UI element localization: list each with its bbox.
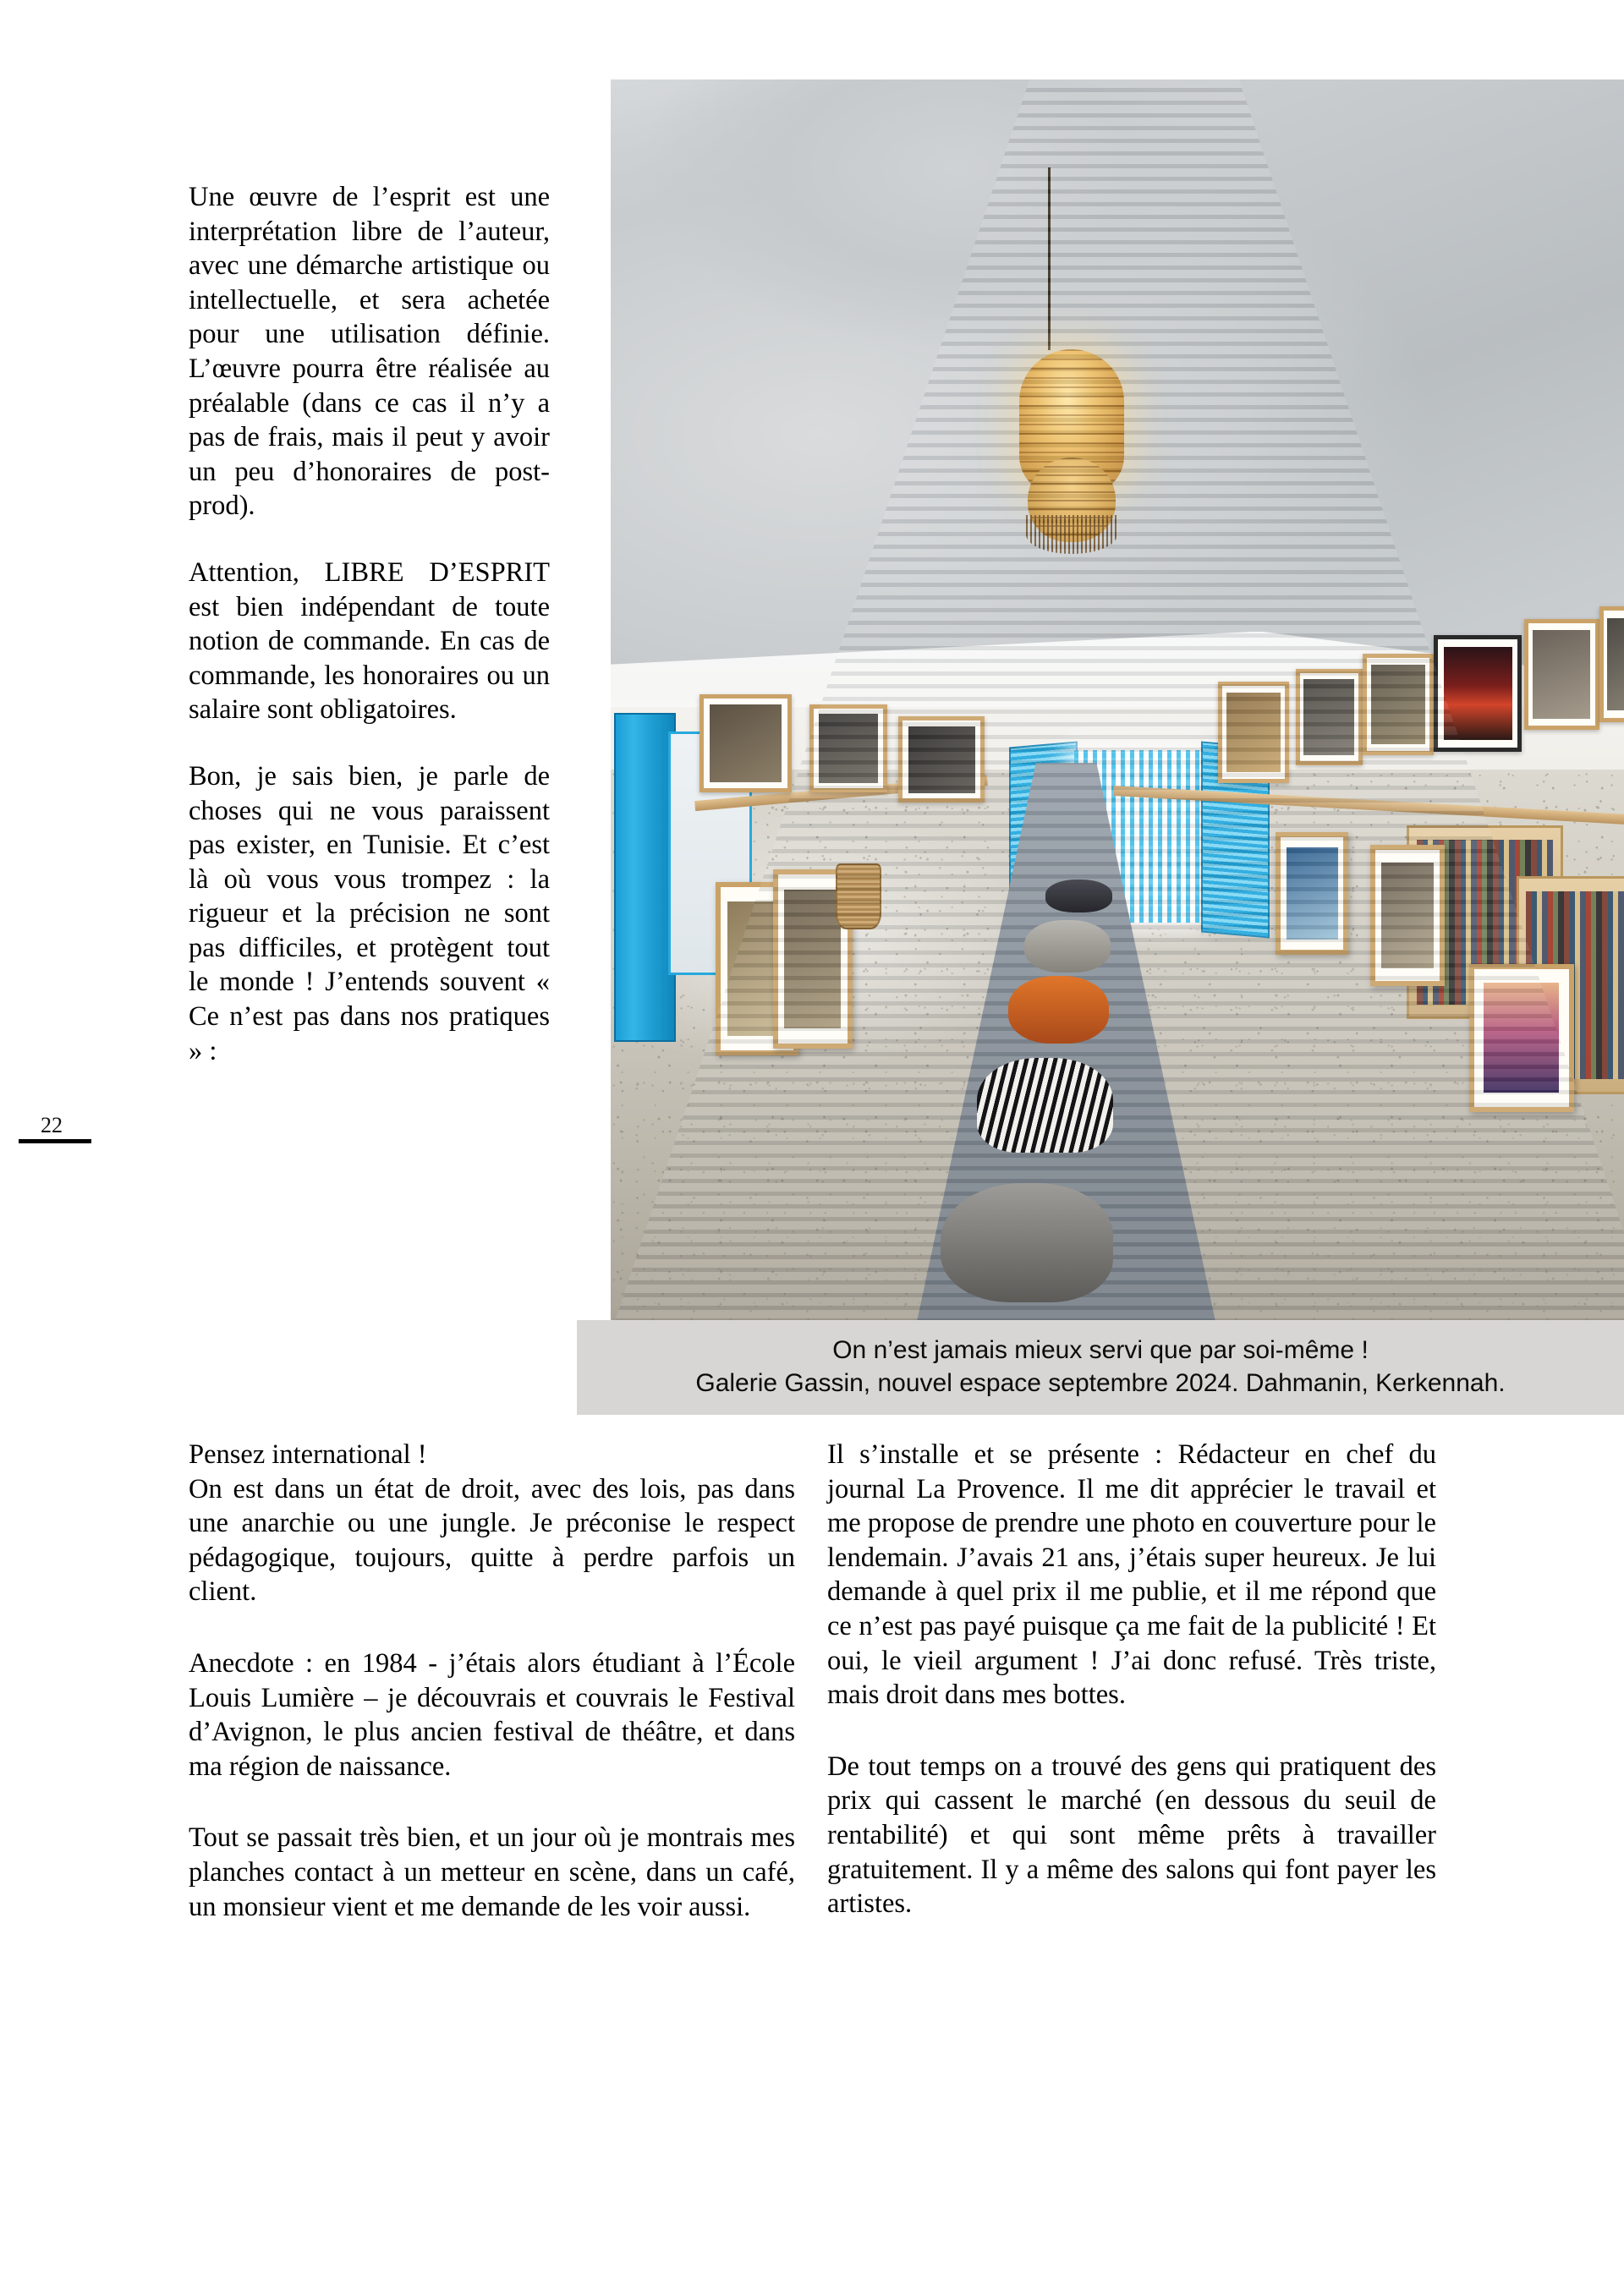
paragraph: Anecdote : en 1984 - j’étais alors étudiant à l’École Louis Lumière – je découvrais et couvrais le Festival d’Avignon, le plus ancien festival de théâtre, et dans ma région de naissance. <box>189 1647 795 1782</box>
paragraph: Pensez international ! <box>189 1439 427 1470</box>
framed-photo <box>1524 619 1599 731</box>
framed-photo <box>1599 606 1624 723</box>
photo-canvas <box>611 79 1624 1334</box>
throw-grey-fur <box>941 1183 1113 1302</box>
paragraph: Attention, LIBRE D’ESPRIT est bien indépendant de toute notion de commande. En cas de commande, les honoraires ou un salaire sont obligatoires. <box>189 556 550 726</box>
left-text-column <box>189 1438 795 1924</box>
caption-line-2: Galerie Gassin, nouvel espace septembre 2024. Dahmanin, Kerkennah. <box>695 1369 1506 1397</box>
page-number-rule <box>19 1139 91 1143</box>
cushion-dark <box>1045 879 1112 912</box>
photo-caption <box>577 1320 1624 1415</box>
blue-door <box>614 713 676 1043</box>
cushion-striped <box>977 1058 1113 1153</box>
paragraph: Bon, je sais bien, je parle de choses qui ne vous paraissent pas exister, en Tunisie. Et c’est là où vous vous trompez : la rigueur et la précision ne sont pas difficiles, et protègent tout le monde ! J’entends souvent « Ce n’est pas dans nos pratiques » : <box>189 760 550 1066</box>
paragraph: Tout se passait très bien, et un jour où je montrais mes planches contact à un metteur en scène, dans un café, un monsieur vient et me demande de les voir aussi. <box>189 1822 795 1922</box>
framed-photo <box>700 694 792 793</box>
page-number-block <box>19 1115 96 1143</box>
cushion-orange <box>1008 976 1109 1044</box>
paragraph: Une œuvre de l’esprit est une interprétation libre de l’auteur, avec une démarche artistique ou intellectuelle, et sera achetée pour une utilisation définie. L’œuvre pourra être réalisée au préalable (dans ce cas il n’y a pas de frais, mais il peut y avoir un peu d’honoraires de post-prod). <box>189 182 550 522</box>
right-text-column <box>827 1438 1436 1921</box>
paragraph: On est dans un état de droit, avec des lois, pas dans une anarchie ou une jungle. Je préconise le respect pédagogique, toujours, quitte à perdre parfois un client. <box>189 1473 795 1608</box>
page-number: 22 <box>41 1113 63 1137</box>
gallery-interior-photo <box>611 79 1624 1334</box>
caption-line-1: On n’est jamais mieux servi que par soi-même ! <box>832 1336 1369 1365</box>
cushion-grey-fur <box>1024 920 1111 973</box>
paragraph: Il s’installe et se présente : Rédacteur en chef du journal La Provence. Il me dit apprécier le travail et me propose de prendre une photo en couverture pour le lendemain. J’avais 21 ans, j’étais super heureux. Je lui demande à quel prix il me publie, et il me répond que ce n’est pas payé puisque ça me fait de la publicité ! Et oui, le vieil argument ! J’ai donc refusé. Très triste, mais droit dans mes bottes. <box>827 1439 1436 1711</box>
narrow-text-column <box>189 180 550 1068</box>
paragraph: De tout temps on a trouvé des gens qui pratiquent des prix qui cassent le marché (en dessous du seuil de rentabilité) et qui sont même prêts à travailler gratuitement. Il y a même des salons qui font payer les artistes. <box>827 1751 1436 1920</box>
